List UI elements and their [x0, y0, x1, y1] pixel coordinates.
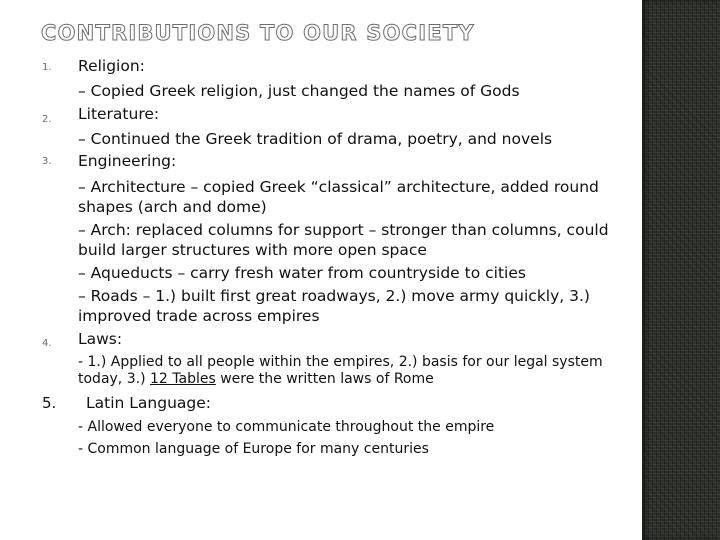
item-1-heading: Religion: [78, 57, 145, 75]
item-4-detail-suffix: were the written laws of Rome [215, 371, 434, 387]
item-1-number: 1. [42, 62, 52, 73]
item-3-heading: Engineering: [78, 152, 177, 170]
item-2-heading: Literature: [78, 105, 160, 123]
slide-title: CONTRIBUTIONS TO OUR SOCIETY [41, 21, 475, 45]
item-2-number: 2. [42, 114, 52, 125]
item-5-heading: Latin Language: [86, 394, 211, 412]
item-1-detail-1: – Copied Greek religion, just changed the names of Gods [78, 82, 520, 100]
item-3-detail-4: – Roads – 1.) built first great roadways, 2.) move army quickly, 3.) improved trade across empires [78, 287, 590, 325]
item-4-detail-prefix: - 1.) Applied to all people within the empires, 2.) basis for our legal system today, 3.) [78, 354, 603, 387]
item-4-heading: Laws: [78, 330, 123, 348]
item-5-detail-2: - Common language of Europe for many centuries [78, 441, 429, 457]
item-3-detail-3: – Aqueducts – carry fresh water from countryside to cities [78, 264, 526, 282]
item-3-number: 3. [42, 156, 52, 167]
twelve-tables-underlined: 12 Tables [149, 371, 216, 387]
item-5-number: 5. [42, 394, 57, 412]
item-3-detail-1: – Architecture – copied Greek “classical” architecture, added round shapes (arch and dome) [78, 178, 599, 216]
item-3-detail-2: – Arch: replaced columns for support – stronger than columns, could build larger structures with more open space [78, 221, 609, 259]
item-4-detail-1 [78, 354, 618, 388]
item-5-detail-1: - Allowed everyone to communicate throughout the empire [78, 419, 495, 435]
item-4-number: 4. [42, 338, 52, 349]
decorative-side-bar [642, 0, 720, 540]
item-2-detail-1: – Continued the Greek tradition of drama, poetry, and novels [78, 130, 553, 148]
